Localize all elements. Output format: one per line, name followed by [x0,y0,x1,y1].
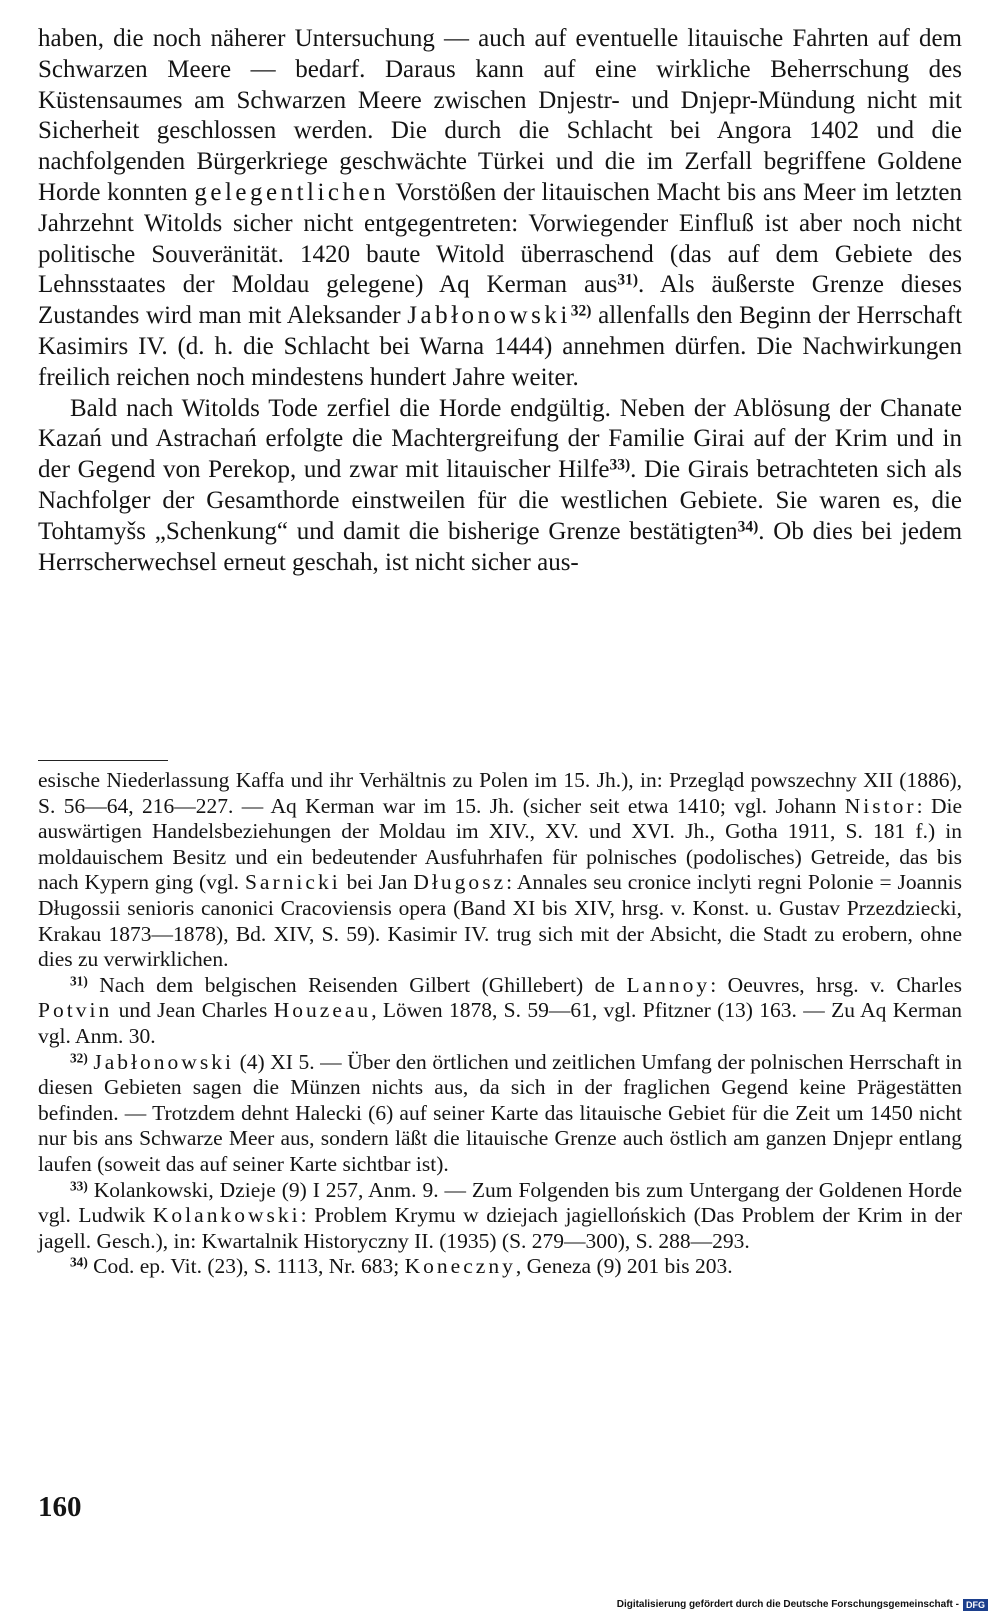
author-name: Houzeau [273,998,372,1023]
footnote-ref-34: 34) [737,518,759,535]
text-run: . Als äußerste Grenze dieses Zustandes wird man mit Aleksander [38,271,962,330]
page-number: 160 [38,1491,82,1523]
paragraph-1 [38,24,962,394]
text-run: Bald nach Witolds Tode zerfiel die Horde endgültig. Neben der Ablösung der Chanate Kazań und Astrachań erfolgte die Machtergreifung der Familie Girai auf der Krim und in der Gegend von Perekop, und zwar mit litauischer Hilfe [38,394,962,484]
author-name: Jabłonowski [93,1049,234,1074]
dfg-logo: DFG [963,1599,988,1611]
author-name: Potvin [38,998,113,1023]
digitization-credit [617,1598,988,1612]
text-run: . Die Girais betrachteten sich als Nachfolger der Gesamthorde einstweilen für die westlichen Gebiete. Sie waren es, die Tohtamyšs „Schenkung“ und damit die bisherige Grenze bestätigten [38,456,962,545]
text-run: Kolankowski, Dzieje (9) I 257, Anm. 9. — Zum Folgenden bis zum Untergang der Goldenen Horde vgl. Ludwik [38,1177,962,1228]
text-run: (4) XI 5. — Über den örtlichen und zeitlichen Umfang der polnischen Herrschaft in diesen Gebieten sagen die Münzen nichts aus, da sich in der fraglichen Gegend keine Prägestätten befinden. — Trotzdem dehnt Halecki (6) auf seiner Karte das litauische Gebiet für die Zeit um 1450 nicht nur bis ans Schwarze Meer aus, sondern läßt die litauische Grenze auch östlich am ganzen Dnjepr entlang laufen (soweit das auf seiner Karte sichtbar ist). [38,1049,963,1176]
text-run: : Oeuvres, hrsg. v. Charles [710,972,963,997]
footnotes [38,768,962,1280]
text-run: : Problem Krymu w dziejach jagiellońskich (Das Problem der Krim in der jagell. Gesch.), in: Kwartalnik Historyczny II. (1935) (S. 279—300), S. 288—293. [38,1203,962,1253]
text-run: : Annales seu cronice inclyti regni Polonie = Joannis Długossii senioris canonici Cracoviensis opera (Band XI bis XIV, hrsg. v. Konst. u. Gustav Przezdziecki, Krakau 1873—1878), Bd. XIV, S. 59). Kasimir IV. trug sich mit der Absicht, die Stadt zu erobern, ohne dies zu verwirklichen. [38,870,963,972]
text-run: allenfalls den Beginn der Herrschaft Kasimirs IV. (d. h. die Schlacht bei Warna 1444) annehmen dürfen. Die Nachwirkungen freilich reichen noch mindestens hundert Jahre weiter. [38,302,963,391]
credit-text: Digitalisierung gefördert durch die Deutsche Forschungsgemeinschaft - [616,1599,959,1610]
author-name: Koneczny [404,1254,516,1279]
text-run: Nach dem belgischen Reisenden Gilbert (Ghillebert) de [99,972,615,997]
footnote-31 [38,973,962,1050]
text-run: bei Jan [346,870,408,895]
footnote-ref-33: 33) [609,456,631,474]
main-text [38,24,962,578]
text-run: , Geneza (9) 201 bis 203. [515,1254,733,1279]
author-name: Kolankowski [152,1203,301,1228]
spaced-word: gelegentlichen [194,178,390,206]
author-name: Nistor [844,793,917,818]
footnote-separator [38,760,168,761]
text-run: . Ob dies bei jedem Herrscherwechsel erneut geschah, ist nicht sicher aus- [38,517,963,576]
author-name: Lannoy [626,972,711,997]
footnote-34 [38,1254,962,1280]
footnote-marker: 34) [70,1254,88,1270]
footnote-continuation [38,768,962,973]
paragraph-2 [38,394,962,579]
author-name: Długosz [413,870,507,895]
author-name: Sarnicki [244,870,341,895]
text-run: esische Niederlassung Kaffa und ihr Verhältnis zu Polen im 15. Jh.), in: Przegląd powszechny XII (1886), S. 56—64, 216—227. — Aq Kerman war im 15. Jh. (sicher seit etwa 1410; vgl. Johann [38,768,962,818]
text-run: haben, die noch näherer Untersuchung — auch auf eventuelle litauische Fahrten auf dem Schwarzen Meere — bedarf. Daraus kann auf eine wirkliche Beherrschung des Küstensaumes am Schwarzen Meere zwischen Dnjestr- und Dnjepr-Mündung nicht mit Sicherheit geschlossen werden. Die durch die Schlacht bei Angora 1402 und die nachfolgenden Bürgerkriege geschwächte Türkei und die im Zerfall begriffene Goldene Horde konnten [38,25,962,206]
footnote-ref-32: 32) [570,302,592,320]
text-run: , Löwen 1878, S. 59—61, vgl. Pfitzner (13) 163. — Zu Aq Kerman vgl. Anm. 30. [38,998,962,1048]
footnote-33 [38,1178,962,1255]
footnote-32 [38,1050,962,1178]
footnote-marker: 33) [70,1177,88,1193]
text-run: Cod. ep. Vit. (23), S. 1113, Nr. 683; [93,1254,400,1279]
footnote-marker: 32) [70,1049,88,1065]
text-run: und Jean Charles [118,998,268,1023]
footnote-ref-31: 31) [617,271,639,289]
text-run: Vorstößen der litauischen Macht bis ans Meer im letzten Jahrzehnt Witolds sicher nicht entgegentreten: Vorwiegender Einfluß ist aber noch nicht politische Souveränität. 1420 baute Witold überraschend (das auf dem Gebiete des Lehnsstaates der Moldau gelegene) Aq Kerman aus [38,178,962,299]
footnote-marker: 31) [70,973,88,989]
author-name: Jabłonowski [407,302,571,330]
text-run: : Die auswärtigen Handelsbeziehungen der Moldau im XIV., XV. und XVI. Jh., Gotha 1911, S. 181 f.) in moldauischem Besitz und ein bedeutender Ausfuhrhafen für polnisches (podolisches) Getreide, das bis nach Kypern ging (vgl. [38,793,962,895]
